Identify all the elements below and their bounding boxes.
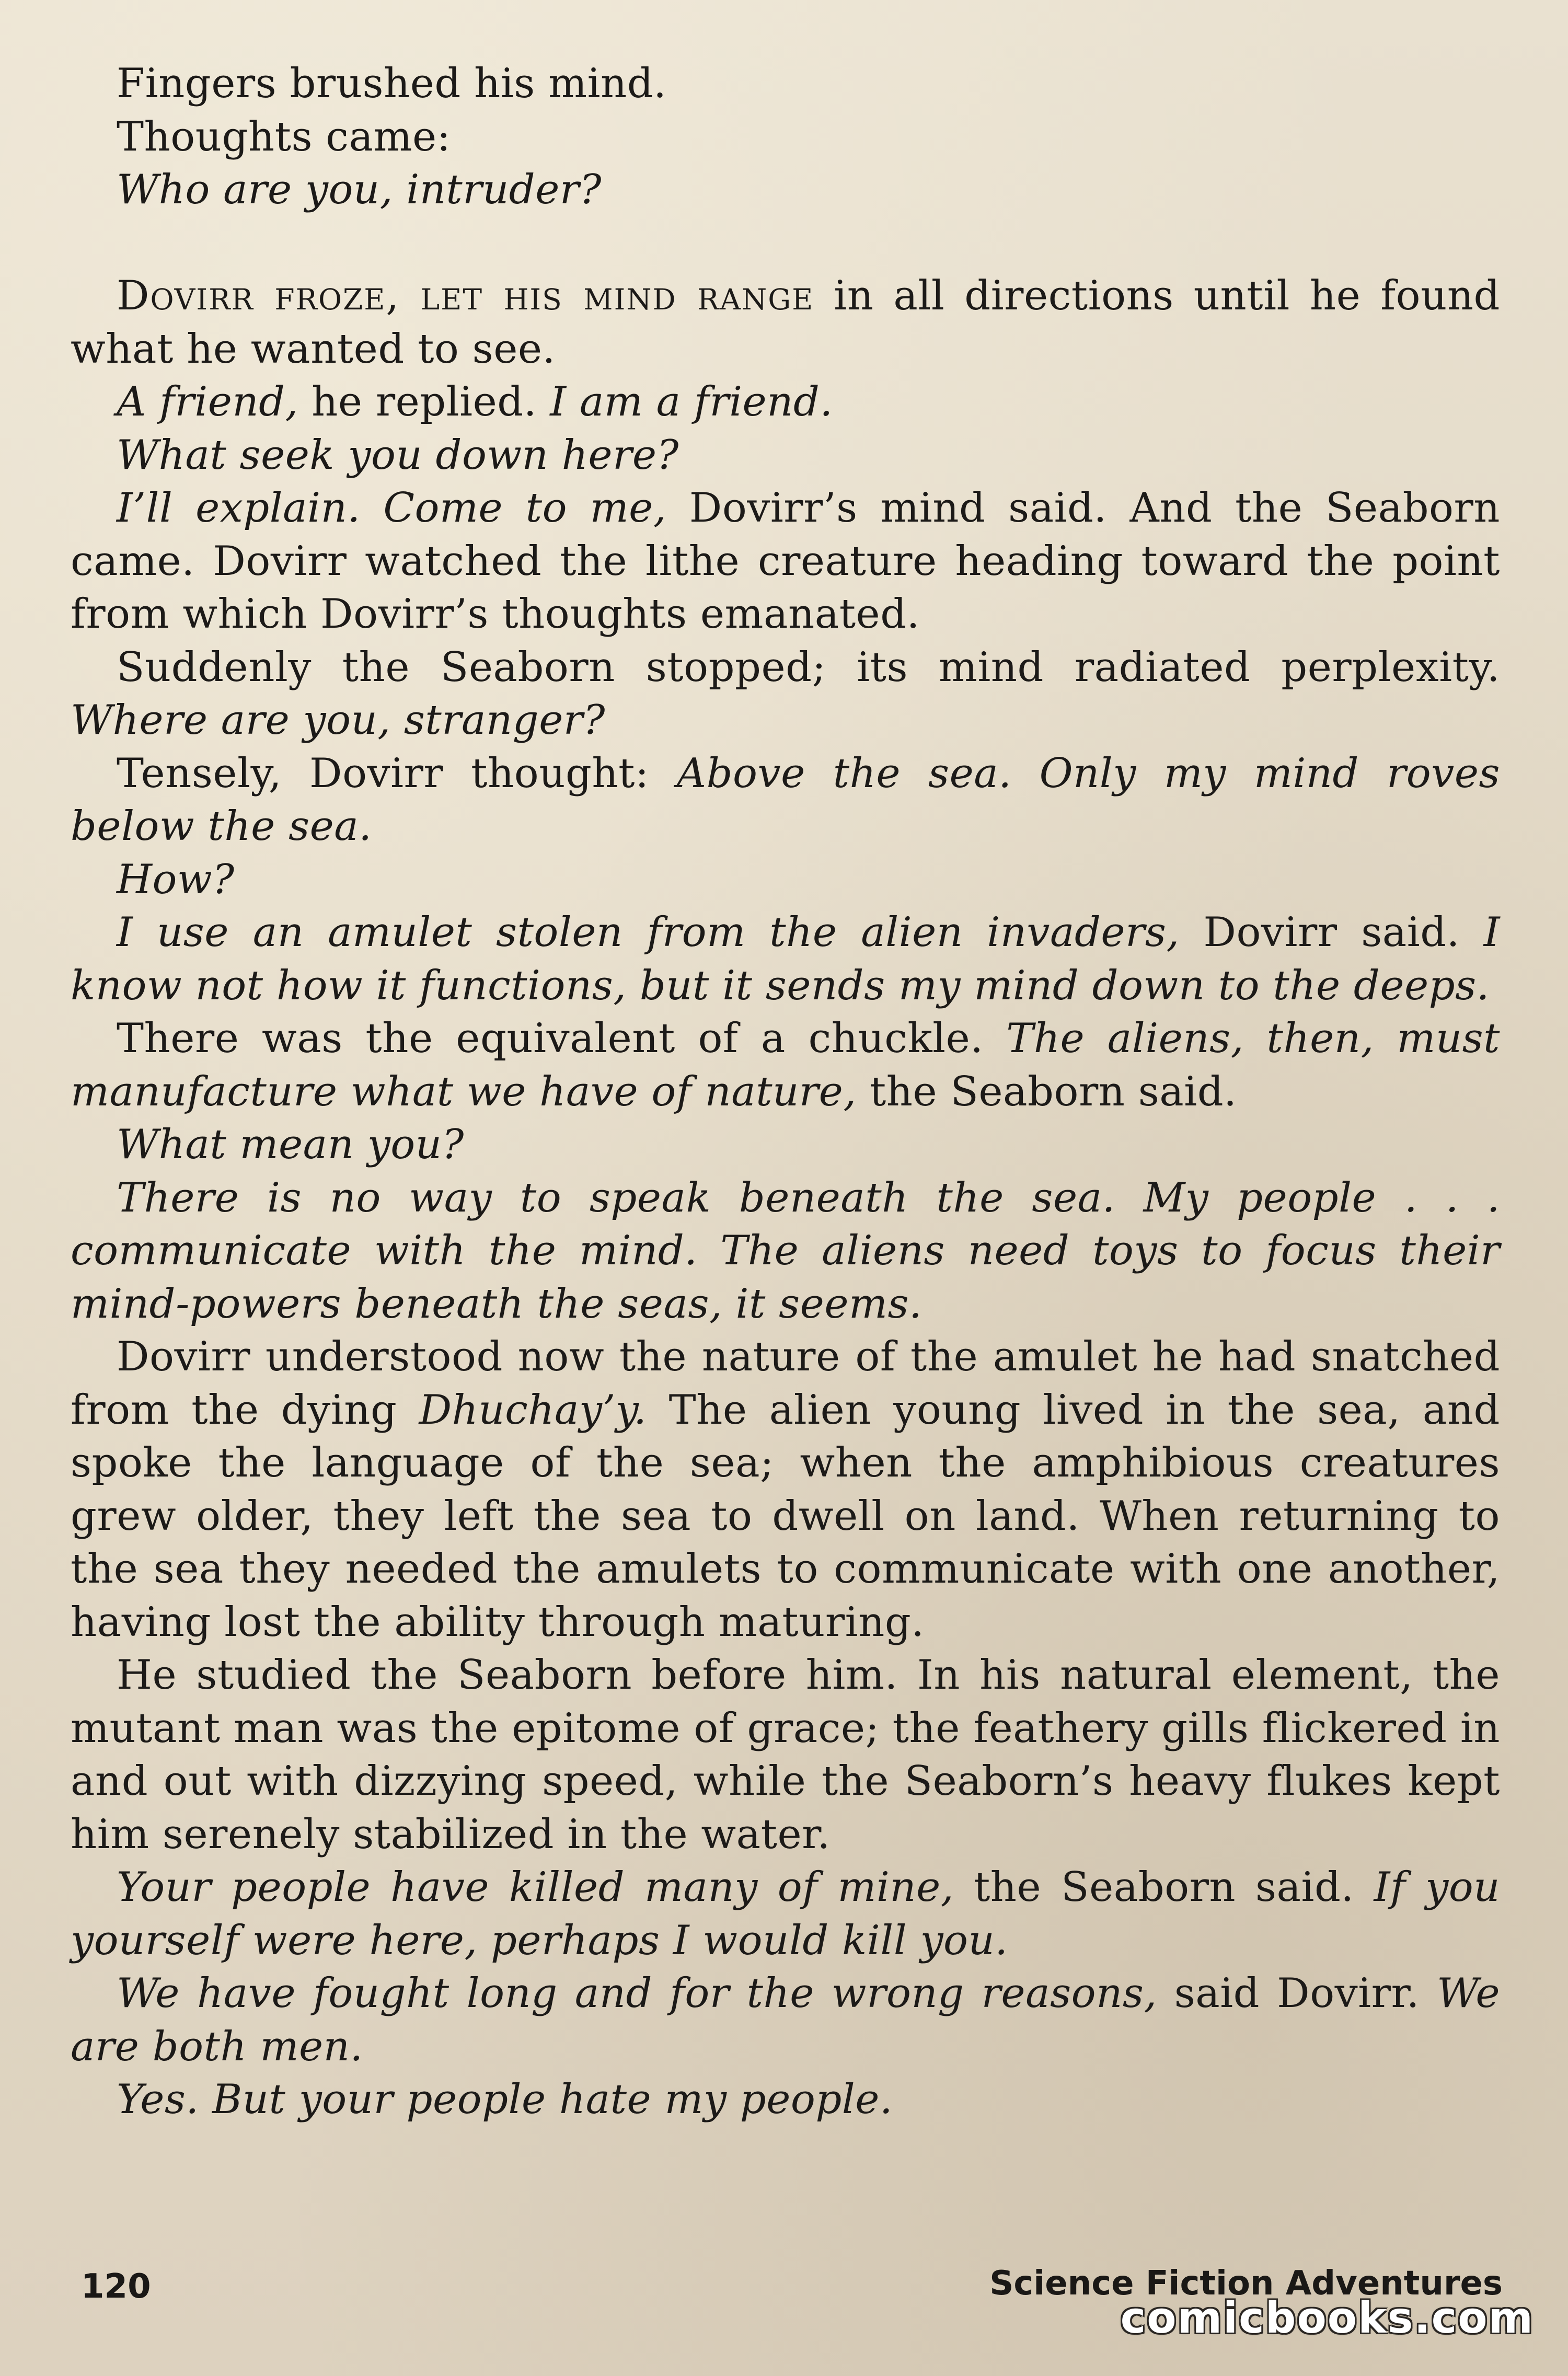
italic-run: The aliens, then, must manufacture what we have of nature,: [71, 1015, 1500, 1115]
paragraph: [71, 1012, 1500, 1118]
italic-run: A friend,: [117, 378, 298, 425]
italic-run: Your people have killed many of mine,: [117, 1864, 954, 1911]
italic-run: Dhuchay’y.: [419, 1386, 647, 1434]
paragraph: [71, 1861, 1500, 1967]
paragraph: [71, 1118, 1500, 1172]
italic-run: We are both men.: [71, 1970, 1500, 2070]
italic-run: I know not how it functions, but it sends my mind down to the deeps.: [71, 909, 1500, 1009]
italic-run: There is no way to speak beneath the sea. My people . . . communicate with the mind. The aliens need toys to focus their mind-powers beneath the seas, it seems.: [71, 1174, 1500, 1328]
text-run: Suddenly the Seaborn stopped; its mind radiated perplexity.: [117, 643, 1500, 691]
text-run: Dovirr’s mind said. And the Seaborn came. Dovirr watched the lithe creature heading toward the point from which Dovirr’s thoughts emanated.: [71, 485, 1500, 638]
paragraph: [71, 853, 1500, 907]
paragraph: [71, 747, 1500, 853]
paragraph: [71, 429, 1500, 482]
italic-run: I use an amulet stolen from the alien invaders,: [117, 909, 1180, 956]
section-break: [71, 217, 1500, 270]
italic-run: What mean you?: [117, 1121, 464, 1168]
paragraph: [71, 111, 1500, 164]
small-caps-run: Dovirr froze, let his mind range: [117, 272, 814, 319]
text-run: said Dovirr.: [1157, 1970, 1437, 2017]
text-run: Dovirr understood now the nature of the amulet he had snatched from the dying: [71, 1333, 1500, 1434]
text-run: Tensely, Dovirr thought:: [117, 749, 677, 797]
italic-run: I am a friend.: [550, 378, 833, 425]
italic-run: Who are you, intruder?: [117, 166, 602, 213]
paragraph: [71, 2073, 1500, 2127]
body-text: [71, 57, 1500, 2127]
italic-run: What seek you down here?: [117, 431, 679, 479]
italic-run: Above the sea. Only my mind roves below the sea.: [71, 749, 1501, 850]
text-run: There was the equivalent of a chuckle.: [117, 1015, 1007, 1062]
italic-run: Where are you, stranger?: [71, 697, 605, 744]
paragraph: [71, 906, 1500, 1012]
paragraph: [71, 482, 1500, 641]
watermark: comicbooks.com: [1120, 2293, 1534, 2343]
text-run: the Seaborn said.: [954, 1864, 1374, 1911]
italic-run: If you yourself were here, perhaps I would kill you.: [71, 1864, 1500, 1964]
text-run: Dovirr said.: [1179, 909, 1484, 956]
text-run: he replied.: [298, 378, 550, 425]
paragraph: [71, 1331, 1500, 1649]
paragraph: [71, 641, 1500, 747]
italic-run: Yes. But your people hate my people.: [117, 2076, 893, 2123]
paragraph: [71, 1967, 1500, 2073]
paragraph: [71, 164, 1500, 217]
paragraph: [71, 270, 1500, 376]
italic-run: How?: [117, 856, 235, 903]
text-run: He studied the Seaborn before him. In his natural element, the mutant man was the epitome of grace; the feathery gills flickered in and out with dizzying speed, while the Seaborn’s heavy flukes kept him serenely stabilized in the water.: [71, 1652, 1500, 1858]
paragraph: [71, 376, 1500, 429]
italic-run: I’ll explain. Come to me,: [117, 485, 667, 532]
italic-run: We have fought long and for the wrong reasons,: [117, 1970, 1157, 2017]
text-run: the Seaborn said.: [856, 1068, 1237, 1115]
text-run: in all directions until he found what he wanted to see.: [71, 272, 1500, 373]
page-number: 120: [81, 2267, 151, 2306]
paragraph: [71, 57, 1500, 111]
text-run: The alien young lived in the sea, and spoke the language of the sea; when the amphibious creatures grew older, they left the sea to dwell on land. When returning to the sea they needed the amulets to communicate with one another, having lost the ability through maturing.: [71, 1386, 1500, 1646]
text-run: Thoughts came:: [117, 113, 451, 160]
paragraph: [71, 1649, 1500, 1861]
text-run: Fingers brushed his mind.: [117, 60, 667, 107]
running-footer-title: Science Fiction Adventures: [989, 2264, 1503, 2303]
paragraph: [71, 1172, 1500, 1331]
